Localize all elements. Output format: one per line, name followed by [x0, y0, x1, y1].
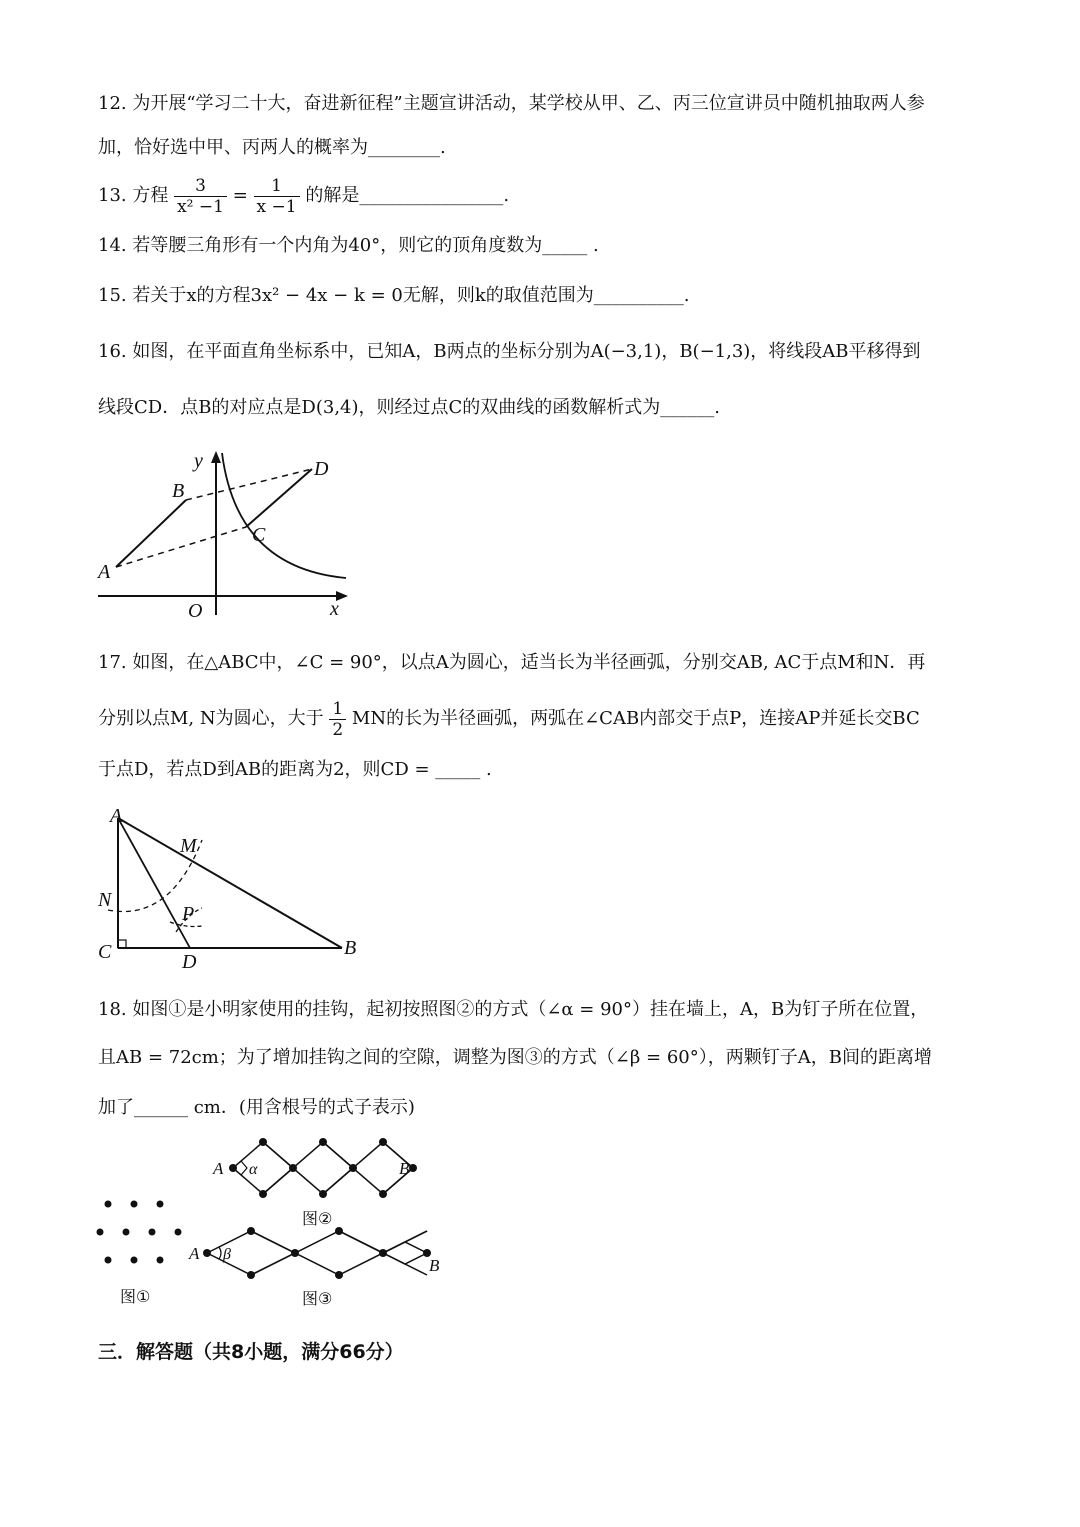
q17-line-3: 于点D，若点D到AB的距离为2，则CD = _____ . [98, 759, 492, 780]
q17-half-numerator: 1 [329, 699, 346, 720]
q17-side-ab [118, 818, 342, 948]
q16-line-2: 线段CD．点B的对应点是D(3,4)，则经过点C的双曲线的函数解析式为______. [98, 397, 721, 418]
q13-fraction-2 [254, 176, 300, 217]
q17-line2-post: MN的长为半径画弧，两弧在∠CAB内部交于点P，连接AP并延长交BC [351, 708, 920, 729]
q17-label-c: C [98, 941, 112, 963]
q13-frac2-numerator: 1 [254, 176, 300, 197]
q13-frac1-denominator: x² −1 [177, 196, 224, 217]
q18-fig2-node [319, 1138, 327, 1146]
q17-triangle-figure [90, 800, 380, 980]
q16-label-a: A [98, 561, 111, 583]
q18-fig2-node [259, 1190, 267, 1198]
q18-fig3-node [379, 1249, 387, 1257]
q18-fig3-label-beta: β [223, 1246, 231, 1263]
q18-fig2-cell [233, 1142, 293, 1194]
q16-segment-cd [246, 469, 312, 527]
q18-fig2-node [379, 1190, 387, 1198]
q13-fraction-1 [174, 176, 227, 217]
q18-fig2-node [289, 1164, 297, 1172]
q17-half-fraction [329, 699, 346, 740]
q18-dot [149, 1229, 156, 1236]
q18-dot [131, 1201, 138, 1208]
q17-half-denominator: 2 [332, 719, 344, 740]
q18-dot [105, 1257, 112, 1264]
q16-y-arrow-icon [211, 451, 221, 463]
q15-line: 15. 若关于x的方程3x² − 4x − k = 0无解，则k的取值范围为__________. [98, 285, 690, 306]
q17-line2-pre: 分别以点M, N为圆心，大于 [98, 708, 324, 729]
q17-label-b: B [344, 937, 357, 959]
q18-fig3-label-b: B [429, 1256, 440, 1275]
q18-dot [131, 1257, 138, 1264]
q13-frac2-denominator: x −1 [256, 196, 297, 217]
q17-label-a: A [110, 805, 123, 827]
q18-fig2-node [379, 1138, 387, 1146]
q18-line-2: 且AB = 72cm；为了增加挂钩之间的空隙，调整为图③的方式（∠β = 60°），两颗钉子A，B间的距离增 [98, 1047, 932, 1068]
q18-dot [97, 1229, 104, 1236]
q18-figure-2-hook [205, 1130, 435, 1210]
q13-line [98, 172, 509, 220]
q18-fig2-node [259, 1138, 267, 1146]
q18-figure-2-caption: 图② [302, 1209, 333, 1228]
q13-prefix: 13. 方程 [98, 185, 169, 206]
q16-label-d: D [314, 458, 329, 480]
q18-figure-1-dots [90, 1190, 200, 1280]
q18-figure-1-caption: 图① [120, 1287, 151, 1306]
q18-dot [157, 1257, 164, 1264]
q12-line-2: 加，恰好选中甲、丙两人的概率为________. [98, 137, 446, 158]
q17-right-angle-mark [118, 940, 126, 948]
q18-dot [123, 1229, 130, 1236]
q13-suffix: 的解是________________. [305, 185, 510, 206]
q16-label-b: B [172, 480, 185, 502]
q18-fig3-node [247, 1227, 255, 1235]
q16-label-y: y [194, 450, 203, 472]
q17-line-1: 17. 如图，在△ABC中，∠C = 90°，以点A为圆心，适当长为半径画弧，分别交AB, AC于点M和N．再 [98, 652, 926, 673]
q17-label-n: N [98, 889, 112, 911]
q18-fig2-node [319, 1190, 327, 1198]
q18-fig2-node [409, 1164, 417, 1172]
q18-line-3: 加了______ cm．(用含根号的式子表示) [98, 1097, 415, 1118]
q18-fig3-cell [251, 1231, 383, 1275]
q17-label-d: D [182, 951, 197, 973]
q18-fig3-node [291, 1249, 299, 1257]
q18-fig2-node [349, 1164, 357, 1172]
q18-fig3-label-a: A [189, 1244, 200, 1263]
q16-label-c: C [252, 524, 266, 546]
q18-fig3-node [247, 1271, 255, 1279]
q18-figure-3-hook [185, 1225, 450, 1290]
q17-label-p: P [182, 903, 195, 925]
q18-fig3-angle-mark [219, 1247, 221, 1259]
q16-label-o: O [188, 600, 203, 622]
q16-label-x: x [330, 598, 339, 620]
q16-coordinate-figure [90, 445, 360, 625]
q18-fig3-node [335, 1227, 343, 1235]
q12-line-1: 12. 为开展“学习二十大，奋进新征程”主题宣讲活动，某学校从甲、乙、丙三位宣讲员中随机抽取两人参 [98, 93, 925, 114]
q18-fig2-label-alpha: α [249, 1161, 258, 1178]
q17-line-2 [98, 695, 920, 743]
q18-fig3-node [203, 1249, 211, 1257]
q18-dot [157, 1201, 164, 1208]
q13-frac1-numerator: 3 [174, 176, 227, 197]
q18-fig2-node [229, 1164, 237, 1172]
q18-line-1: 18. 如图①是小明家使用的挂钩，起初按照图②的方式（∠α = 90°）挂在墙上，A，B为钉子所在位置， [98, 999, 929, 1020]
q13-equals: = [232, 185, 248, 206]
q18-fig2-cell [263, 1142, 353, 1194]
q17-label-m: M [180, 835, 197, 857]
q18-dot [105, 1201, 112, 1208]
q18-fig3-cell [383, 1242, 427, 1264]
q16-line-1: 16. 如图，在平面直角坐标系中，已知A，B两点的坐标分别为A(−3,1)，B(−1,3)，将线段AB平移得到 [98, 341, 921, 362]
q18-fig2-label-b: B [399, 1159, 410, 1178]
q14-line: 14. 若等腰三角形有一个内角为40°，则它的顶角度数为_____ . [98, 235, 599, 256]
q18-fig3-node [335, 1271, 343, 1279]
q18-fig3-cell [207, 1231, 295, 1275]
q18-figure-3-caption: 图③ [302, 1289, 333, 1308]
q18-fig2-label-a: A [213, 1159, 224, 1178]
section-3-heading: 三．解答题（共8小题，满分66分） [98, 1341, 404, 1363]
q18-fig2-angle-mark [241, 1161, 247, 1175]
q18-dot [175, 1229, 182, 1236]
